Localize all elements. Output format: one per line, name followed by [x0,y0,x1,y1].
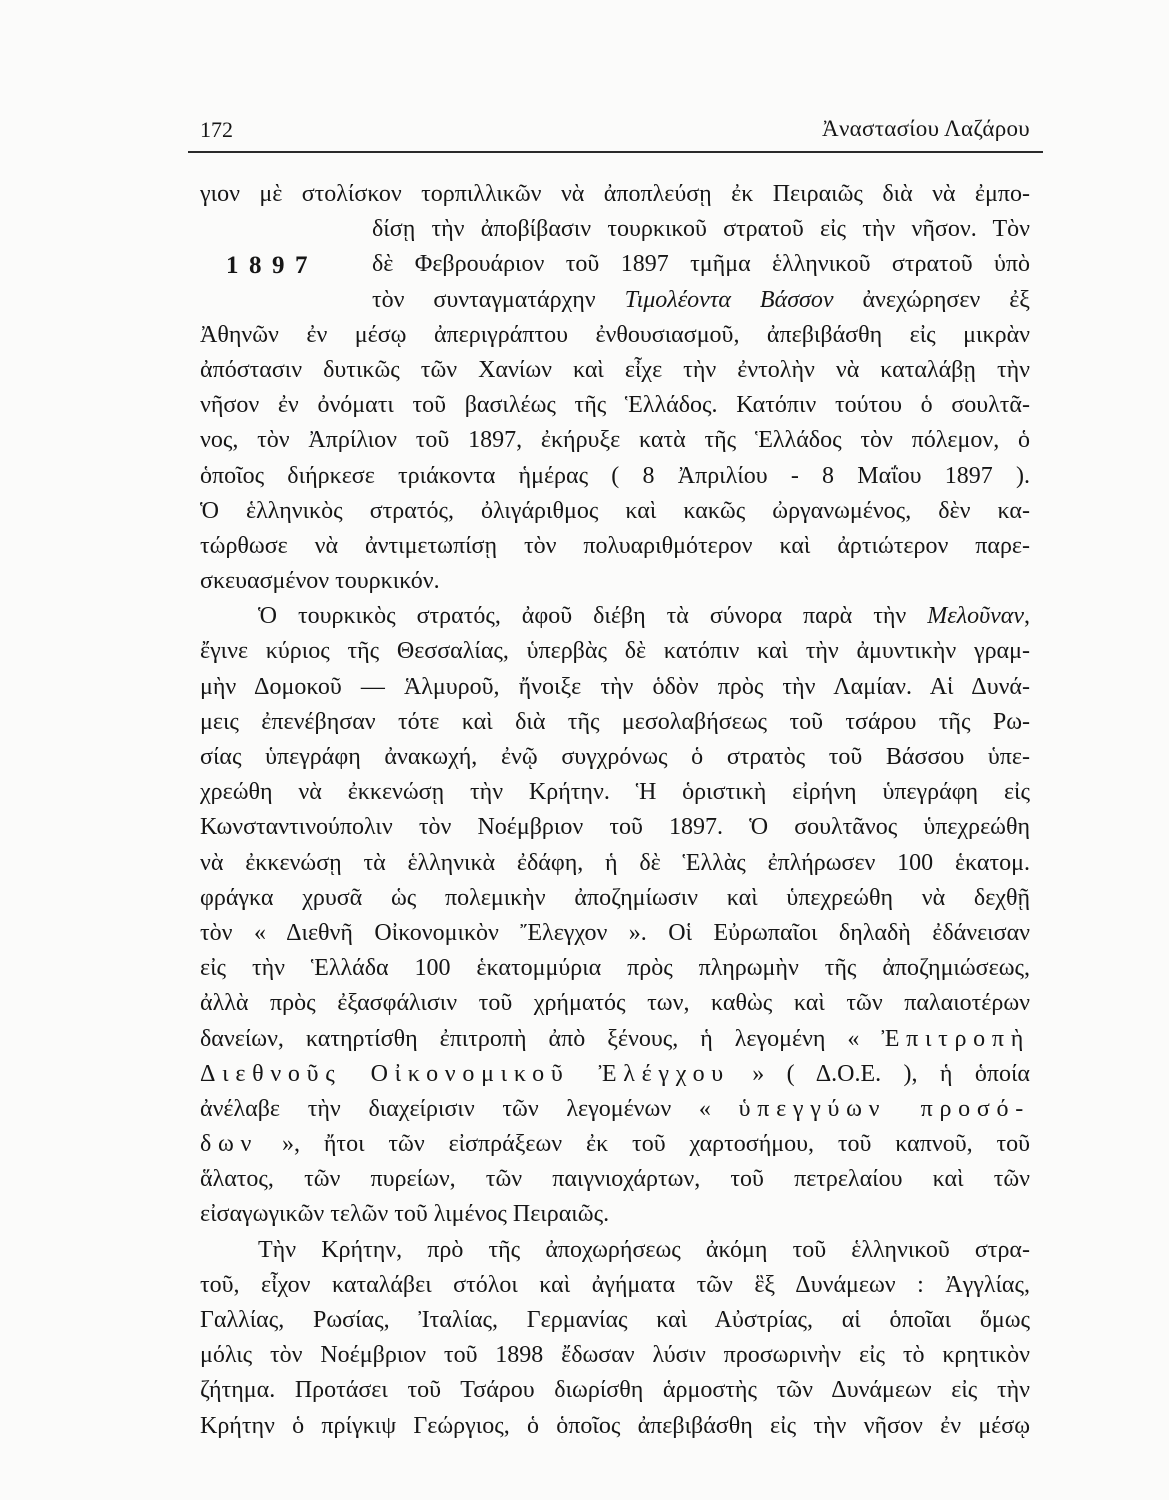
text-segment: τὸν συνταγματάρχην [372,286,596,313]
text-segment: ἀνεχώρησεν ἐξ [862,286,1030,313]
text-line-34 [200,1338,1030,1373]
text-segment: νος, τὸν Ἀπρίλιον τοῦ 1897, ἐκήρυξε κατὰ τῆς Ἑλλάδος τὸν πόλεμον, ὁ [200,427,1030,454]
text-line-23 [200,951,1030,986]
italic-name: Μελοῦναν [927,603,1025,630]
text-segment: ἀλλὰ πρὸς ἐξασφάλισιν τοῦ χρήματός των, καθὼς καὶ τῶν παλαιοτέρων [200,990,1030,1017]
text-line-9 [200,459,1030,494]
text-segment: Κρήτην ὁ πρίγκιψ Γεώργιος, ὁ ὁποῖος ἀπεβιβάσθη εἰς τὴν νῆσον ἐν μέσῳ [200,1412,1030,1439]
text-line-19 [200,810,1030,845]
text-segment: τώρθωσε νὰ ἀντιμετωπίσῃ τὸν πολυαριθμότερον καὶ ἀρτιώτερον παρε- [200,532,1030,559]
text-line-27 [200,1092,1030,1127]
italic-name: Τιμολέοντα Βάσσον [624,286,834,313]
text-line-7 [200,388,1030,423]
text-line-31 [200,1233,1030,1268]
text-segment: Ὁ ἑλληνικὸς στρατός, ὀλιγάριθμος καὶ κακῶς ὠργανωμένος, δὲν κα- [200,497,1030,524]
text-line-8 [200,423,1030,458]
text-line-33 [200,1303,1030,1338]
text-segment: δίσῃ τὴν ἀποβίβασιν τουρκικοῦ στρατοῦ εἰς τὴν νῆσον. Τὸν [372,216,1030,243]
text-line-2 [372,212,1030,247]
text-segment: » ( Δ.Ο.Ε. ), ἡ ὁποία [752,1060,1031,1087]
spaced-emphasis: δων [200,1131,259,1158]
text-line-28 [200,1127,1030,1162]
text-segment: τὸν « Διεθνῆ Οἰκονομικὸν Ἔλεγχον ». Οἱ Εὐρωπαῖοι δηλαδὴ ἐδάνεισαν [200,919,1030,946]
text-line-21 [200,881,1030,916]
text-line-12 [200,564,1030,599]
text-segment: νῆσον ἐν ὀνόματι τοῦ βασιλέως τῆς Ἑλλάδος. Κατόπιν τούτου ὁ σουλτᾶ- [200,392,1030,419]
text-segment: σκευασμένον τουρκικόν. [200,568,440,595]
text-segment: δὲ Φεβρουάριον τοῦ 1897 τμῆμα ἑλληνικοῦ στρατοῦ ὑπὸ [372,251,1030,278]
text-segment: ἅλατος, τῶν πυρείων, τῶν παιγνιοχάρτων, τοῦ πετρελαίου καὶ τῶν [200,1166,1030,1193]
text-segment: ἀπόστασιν δυτικῶς τῶν Χανίων καὶ εἶχε τὴν ἐντολὴν νὰ καταλάβῃ τὴν [200,356,1030,383]
text-segment: εἰσαγωγικῶν τελῶν τοῦ λιμένος Πειραιῶς. [200,1201,610,1228]
text-line-29 [200,1162,1030,1197]
text-line-18 [200,775,1030,810]
text-line-30 [200,1197,1030,1232]
running-title: Ἀναστασίου Λαζάρου [822,116,1030,141]
text-line-24 [200,986,1030,1021]
text-line-1 [200,177,1030,212]
text-segment: ζήτημα. Προτάσει τοῦ Τσάρου διωρίσθη ἁρμοστὴς τῶν Δυνάμεων εἰς τὴν [200,1377,1030,1404]
text-line-5 [200,318,1030,353]
text-segment: Τὴν Κρήτην, πρὸ τῆς ἀποχωρήσεως ἀκόμη τοῦ ἑλληνικοῦ στρα- [258,1236,1030,1263]
text-line-26 [200,1057,1030,1092]
text-line-17 [200,740,1030,775]
text-segment: », ἤτοι τῶν εἰσπράξεων ἐκ τοῦ χαρτοσήμου, τοῦ καπνοῦ, τοῦ [282,1131,1030,1158]
text-segment: ὁποῖος διήρκεσε τριάκοντα ἡμέρας ( 8 Ἀπριλίου - 8 Μαΐου 1897 ). [200,462,1030,489]
spaced-emphasis: Ἐπιτροπὴ [881,1025,1031,1052]
text-line-13 [200,599,1030,634]
text-segment: ἔγινε κύριος τῆς Θεσσαλίας, ὑπερβὰς δὲ κατόπιν καὶ τὴν ἀμυντικὴν γραμ- [200,638,1030,665]
page-number: 172 [200,117,233,142]
text-line-16 [200,705,1030,740]
text-line-36 [200,1409,1030,1444]
text-segment: δανείων, κατηρτίσθη ἐπιτροπὴ ἀπὸ ξένους, ἡ λεγομένη « [200,1025,860,1052]
text-line-32 [200,1268,1030,1303]
text-line-22 [200,916,1030,951]
text-line-15 [200,670,1030,705]
text-line-10 [200,494,1030,529]
text-segment: εἰς τὴν Ἑλλάδα 100 ἑκατομμύρια πρὸς πληρωμὴν τῆς ἀποζημιώσεως, [200,955,1030,982]
text-segment: σίας ὑπεγράφη ἀνακωχή, ἐνῷ συγχρόνως ὁ στρατὸς τοῦ Βάσσου ὑπε- [200,744,1030,770]
text-segment: φράγκα χρυσᾶ ὡς πολεμικὴν ἀποζημίωσιν καὶ ὑπεχρεώθη νὰ δεχθῇ [200,884,1030,911]
text-line-25 [200,1022,1030,1057]
text-segment: μὴν Δομοκοῦ — Ἁλμυροῦ, ἤνοιξε τὴν ὁδὸν πρὸς τὴν Λαμίαν. Αἱ Δυνά- [200,673,1030,700]
text-line-14 [200,634,1030,669]
text-segment: νὰ ἐκκενώσῃ τὰ ἑλληνικὰ ἐδάφη, ἡ δὲ Ἑλλὰς ἐπλήρωσεν 100 ἑκατομ. [200,849,1030,876]
text-line-35 [200,1373,1030,1408]
text-segment: Ἀθηνῶν ἐν μέσῳ ἀπεριγράπτου ἐνθουσιασμοῦ, ἀπεβιβάσθη εἰς μικρὰν [200,321,1030,348]
text-segment: τοῦ, εἶχον καταλάβει στόλοι καὶ ἀγήματα τῶν ἓξ Δυνάμεων : Ἀγγλίας, [200,1271,1030,1298]
text-line-20 [200,846,1030,881]
text-segment: μεις ἐπενέβησαν τότε καὶ διὰ τῆς μεσολαβήσεως τοῦ τσάρου τῆς Ρω- [200,708,1030,735]
text-segment: γιον μὲ στολίσκον τορπιλλικῶν νὰ ἀποπλεύσῃ ἐκ Πειραιῶς διὰ νὰ ἐμπο- [200,181,1030,207]
text-segment: μόλις τὸν Νοέμβριον τοῦ 1898 ἔδωσαν λύσιν προσωρινὴν εἰς τὸ κρητικὸν [200,1342,1030,1369]
text-segment: , [1024,603,1031,630]
text-segment: Κωνσταντινούπολιν τὸν Νοέμβριον τοῦ 1897. Ὁ σουλτᾶνος ὑπεχρεώθη [200,814,1030,841]
text-line-4 [372,283,1030,318]
spaced-emphasis: Διεθνοῦς Οἰκονομικοῦ Ἐλέγχου [200,1060,730,1087]
text-line-11 [200,529,1030,564]
text-line-6 [200,353,1030,388]
text-segment: ἀνέλαβε τὴν διαχείρισιν τῶν λεγομένων « [200,1095,711,1122]
body-text [200,177,1030,1444]
spaced-emphasis: ὑπεγγύων προσό- [738,1095,1030,1122]
text-segment: Ὁ τουρκικὸς στρατός, ἀφοῦ διέβη τὰ σύνορα παρὰ τὴν [258,603,907,630]
text-line-3 [372,247,1030,282]
text-segment: χρεώθη νὰ ἐκκενώσῃ τὴν Κρήτην. Ἡ ὁριστικὴ εἰρήνη ὑπεγράφη εἰς [200,779,1030,806]
header-rule [188,151,1043,153]
text-segment: Γαλλίας, Ρωσίας, Ἰταλίας, Γερμανίας καὶ Αὐστρίας, αἱ ὁποῖαι ὅμως [200,1307,1030,1333]
margin-year-note: 1897 [226,252,318,279]
